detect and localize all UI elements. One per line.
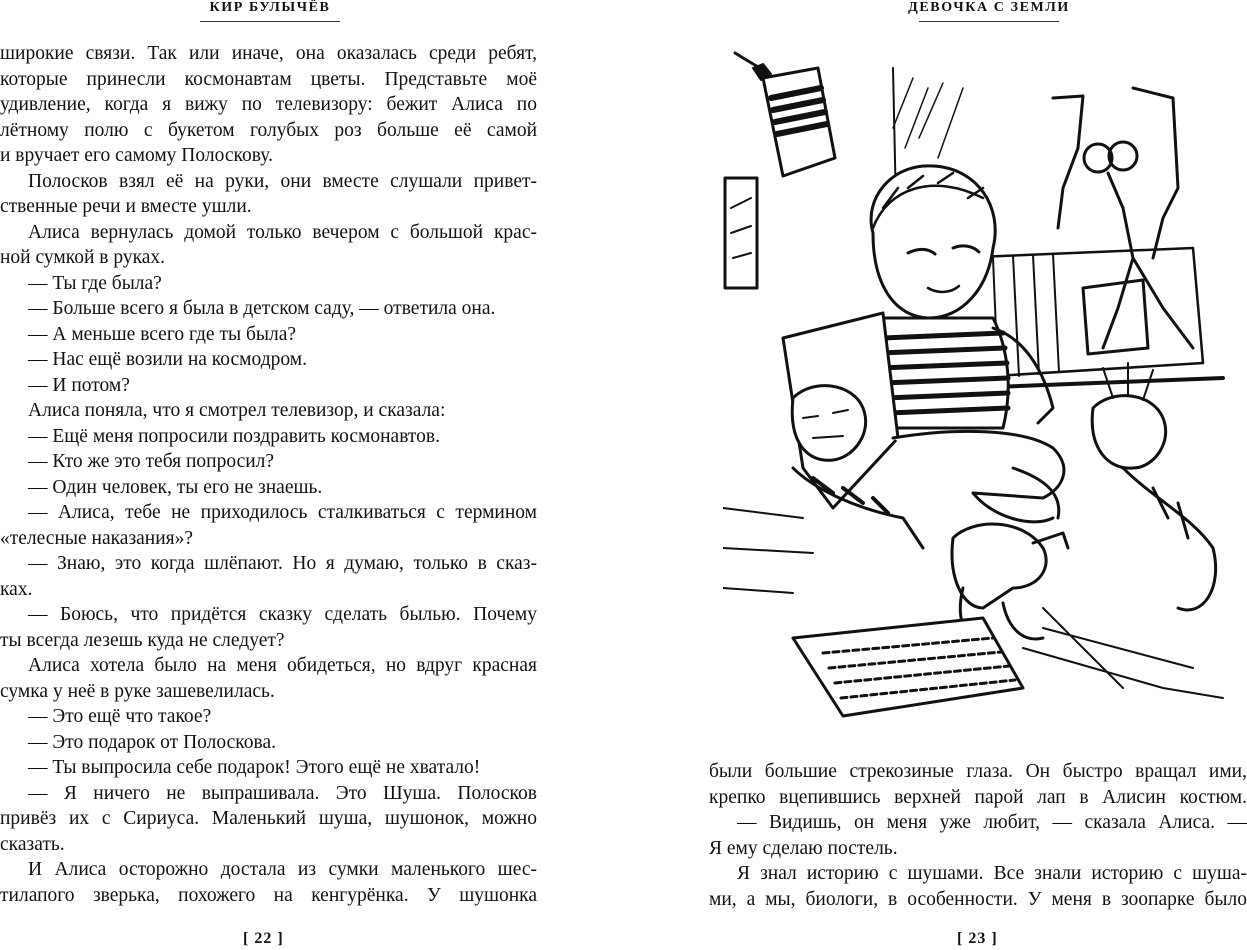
hanging-lamp-drawing xyxy=(735,53,835,176)
left-text-line: — А меньше всего где ты была? xyxy=(28,323,297,345)
left-text-line: ственные речи и вместе ушли. xyxy=(0,196,252,217)
left-page-body-text xyxy=(0,41,537,908)
left-text-line: «телесные наказания»? xyxy=(0,527,194,549)
left-text-line: широкие связи. Так или иначе, она оказалась среди ребят, xyxy=(0,43,537,64)
left-text-line: лётному полю с букетом голубых роз больше её самой xyxy=(0,119,537,141)
right-text-line: были большие стрекозиные глаза. Он быстро вращал ими, xyxy=(709,761,1247,782)
running-head-title xyxy=(879,0,1099,22)
running-head-rule xyxy=(919,21,1059,22)
left-text-line: и вручает его самому Полоскову. xyxy=(0,145,273,166)
left-text-line: ках. xyxy=(0,578,33,600)
left-text-line: — Ещё меня попросили поздравить космонавтов. xyxy=(28,425,441,447)
left-text-line: — Боюсь, что придётся сказку сделать былью. Почему xyxy=(28,604,537,625)
running-head-author xyxy=(180,0,360,22)
left-text-line: Алиса хотела было на меня обидеться, но вдруг красная xyxy=(28,655,537,676)
left-text-line: Полосков взял её на руки, они вместе слушали привет- xyxy=(28,170,537,192)
left-text-line: — Я ничего не выпрашивала. Это Шуша. Полосков xyxy=(28,782,537,804)
left-text-line: тилапого зверька, похожего на кенгурёнка. У шушонка xyxy=(0,884,537,906)
right-text-line: ми, а мы, биологи, в особенности. У меня в зоопарке было xyxy=(709,888,1247,910)
left-text-line: — Ты выпросила себе подарок! Этого ещё не хватало! xyxy=(28,757,481,778)
left-text-line: — Алиса, тебе не приходилось сталкиваться с термином xyxy=(28,502,537,523)
left-text-line: — Один человек, ты его не знаешь. xyxy=(28,476,323,498)
illustration-girl-with-creatures xyxy=(723,48,1228,718)
page-number-right: [ 23 ] xyxy=(957,930,998,947)
patterned-rug-drawing xyxy=(793,618,1023,716)
left-text-line: удивление, когда я вижу по телевизору: бежит Алиса по xyxy=(0,94,537,115)
left-text-line: ты всегда лезешь куда не следует? xyxy=(0,629,285,651)
left-text-line: которые принесли космонавтам цветы. Представьте моё xyxy=(0,68,537,90)
right-page-body-text xyxy=(709,759,1247,912)
page-number-left: [ 22 ] xyxy=(243,930,284,947)
left-text-line: сумка у неё в руке зашевелилась. xyxy=(0,680,275,702)
left-text-line: привёз их с Сириуса. Маленький шуша, шушонок, можно xyxy=(0,808,537,829)
right-text-line: Я ему сделаю постель. xyxy=(709,837,898,859)
left-text-line: ной сумкой в руках. xyxy=(0,247,166,268)
left-text-line: — Нас ещё возили на космодром. xyxy=(28,349,307,370)
left-text-line: Алиса поняла, что я смотрел телевизор, и сказала: xyxy=(28,400,446,421)
girl-drawing xyxy=(783,166,1064,522)
running-head-author-text: КИР БУЛЫЧЁВ xyxy=(209,0,331,15)
left-text-line: — И потом? xyxy=(28,374,130,396)
dog-creature-drawing xyxy=(1092,363,1215,610)
left-text-line: — Кто же это тебя попросил? xyxy=(28,451,275,472)
left-text-line: — Это подарок от Полоскова. xyxy=(28,731,276,753)
right-text-line: крепко вцепившись верхней парой лап в Алисин костюм. xyxy=(709,786,1247,808)
left-text-line: — Ты где была? xyxy=(28,272,162,294)
left-text-line: — Больше всего я была в детском саду, — ответила она. xyxy=(28,298,496,319)
left-text-line: — Это ещё что такое? xyxy=(28,706,212,727)
right-page xyxy=(624,0,1247,950)
left-text-line: — Знаю, это когда шлёпают. Но я думаю, только в сказ- xyxy=(28,553,537,574)
right-text-line: — Видишь, он меня уже любит, — сказала Алиса. — xyxy=(737,812,1247,833)
left-text-line: сказать. xyxy=(0,833,65,855)
right-text-line: Я знал историю с шушами. Все знали историю с шуша- xyxy=(737,863,1247,884)
running-head-title-text: ДЕВОЧКА С ЗЕМЛИ xyxy=(908,0,1070,15)
left-text-line: Алиса вернулась домой только вечером с большой крас- xyxy=(28,221,537,243)
running-head-rule xyxy=(200,21,340,22)
left-text-line: И Алиса осторожно достала из сумки маленького шес- xyxy=(28,859,537,880)
